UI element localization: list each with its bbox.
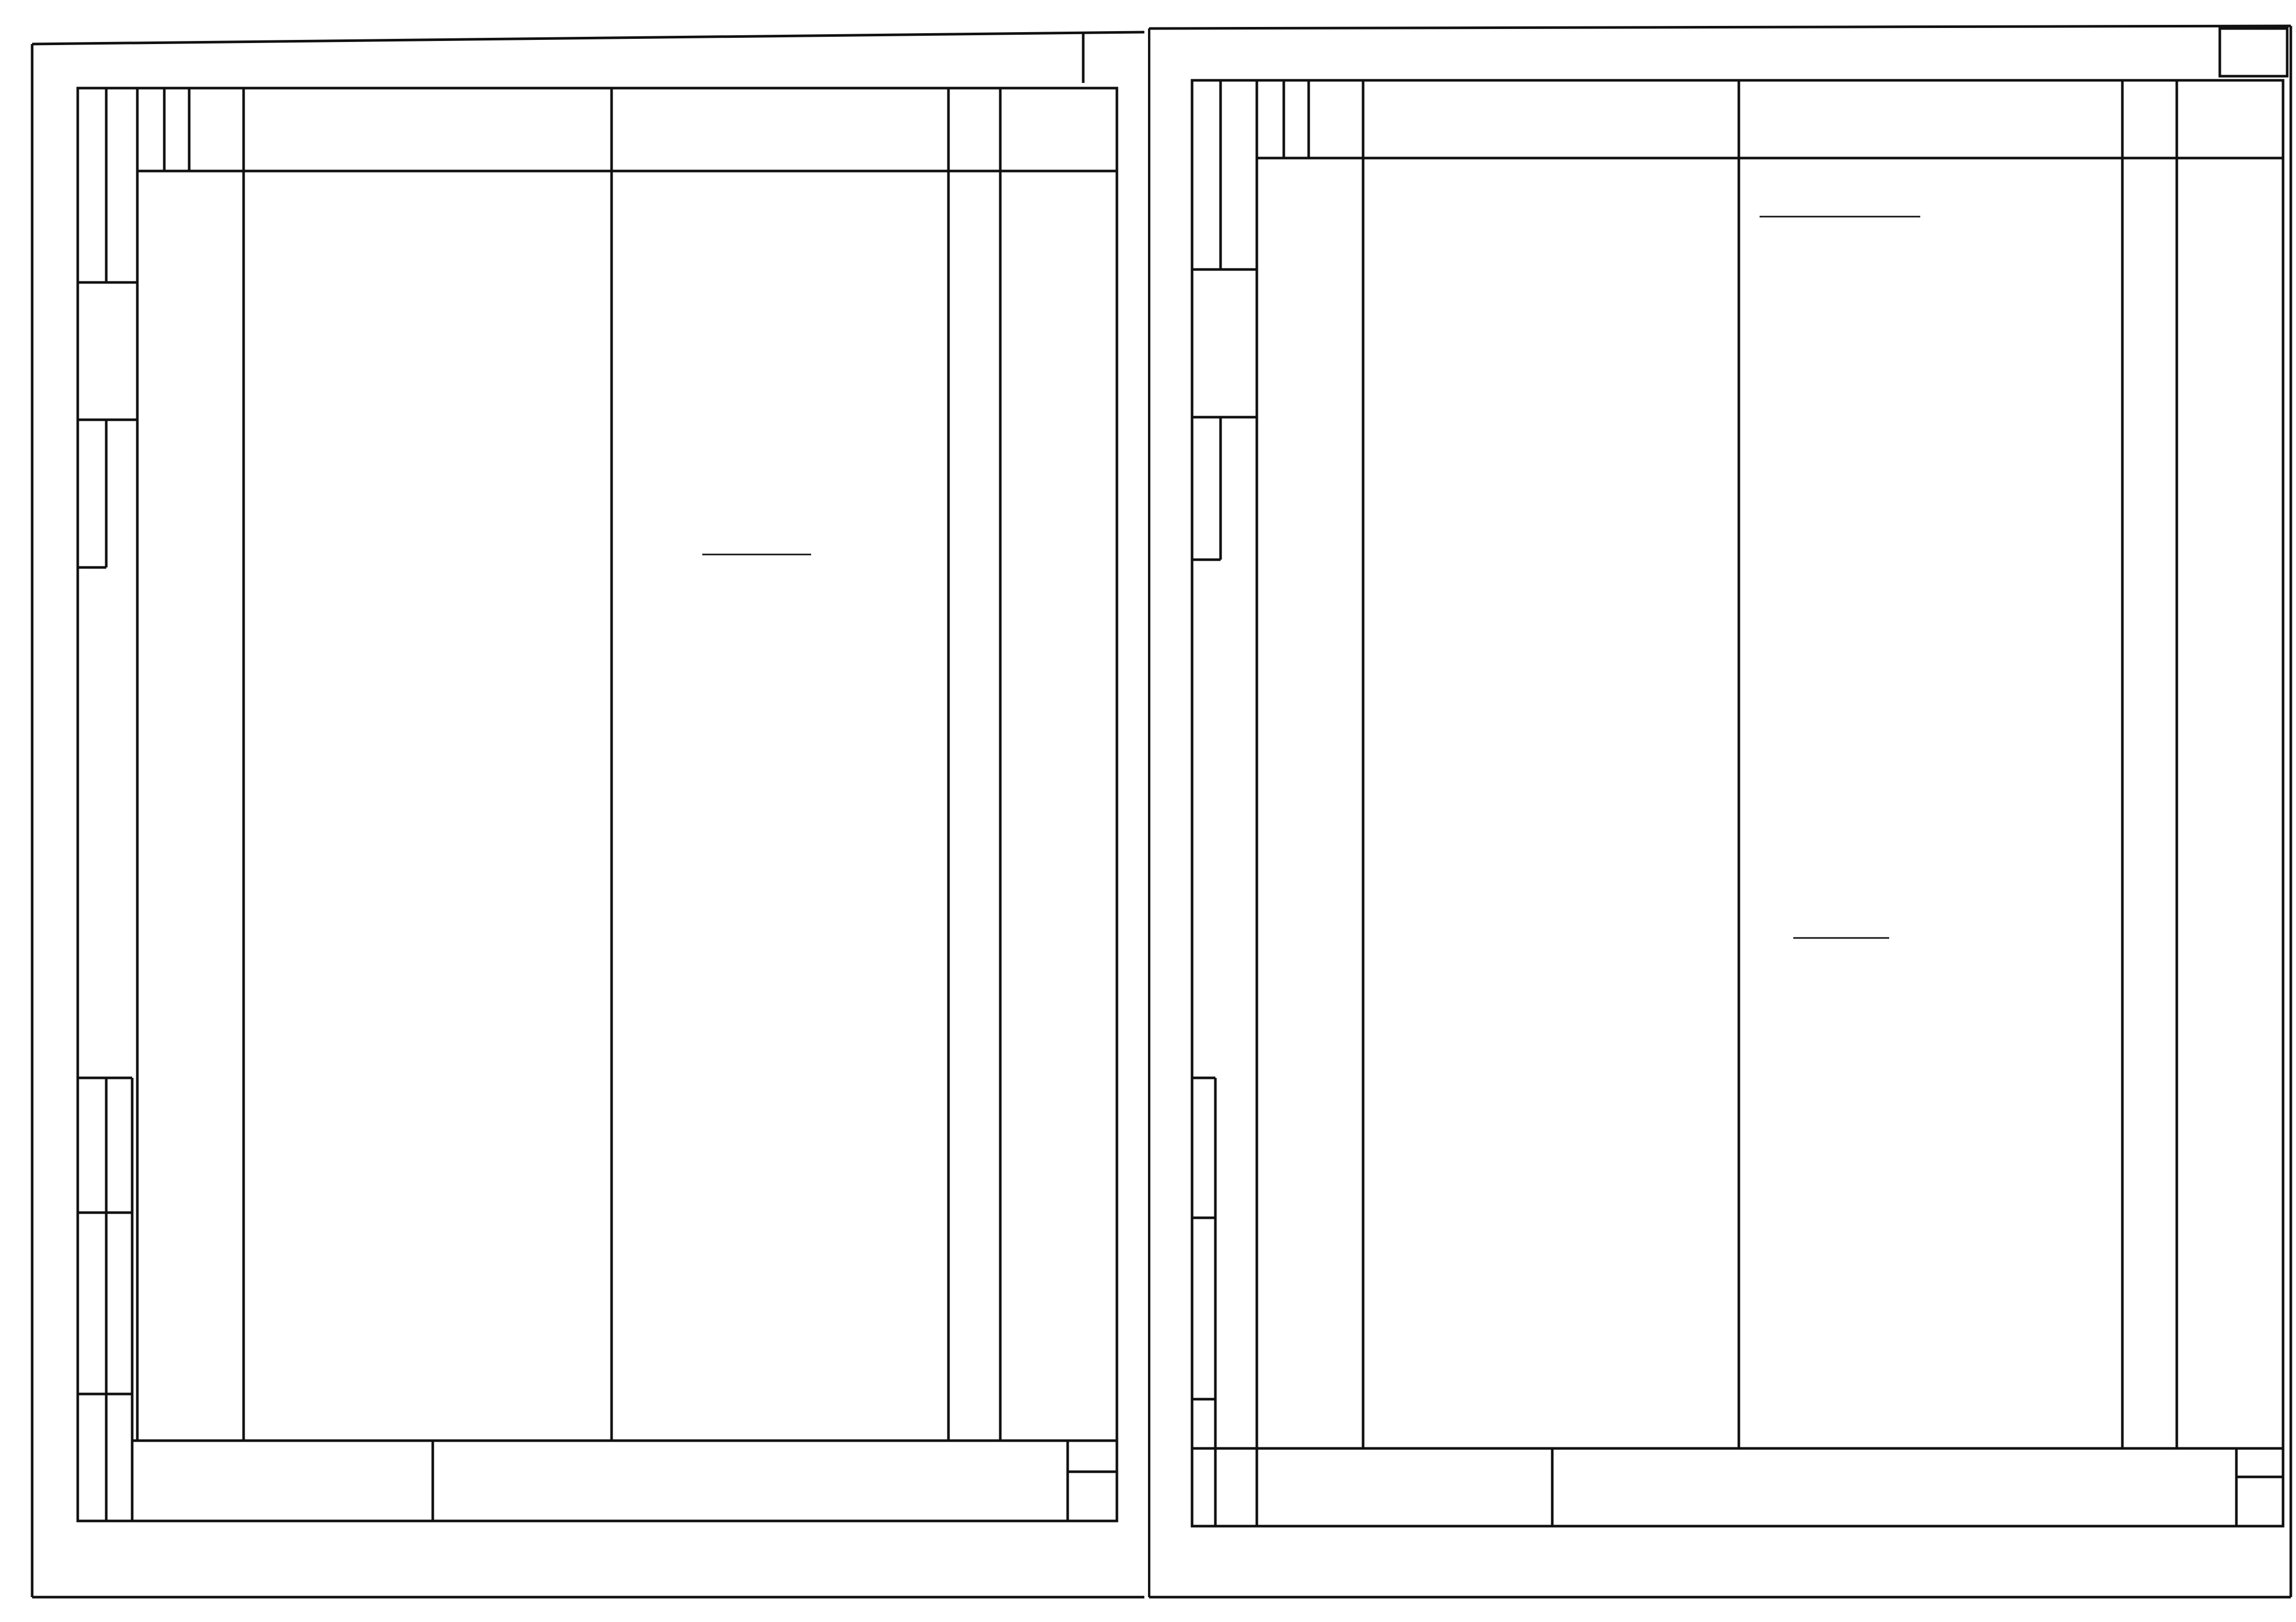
right-frame-lines bbox=[1148, 0, 2296, 1622]
right-sheet bbox=[1148, 0, 2296, 1622]
